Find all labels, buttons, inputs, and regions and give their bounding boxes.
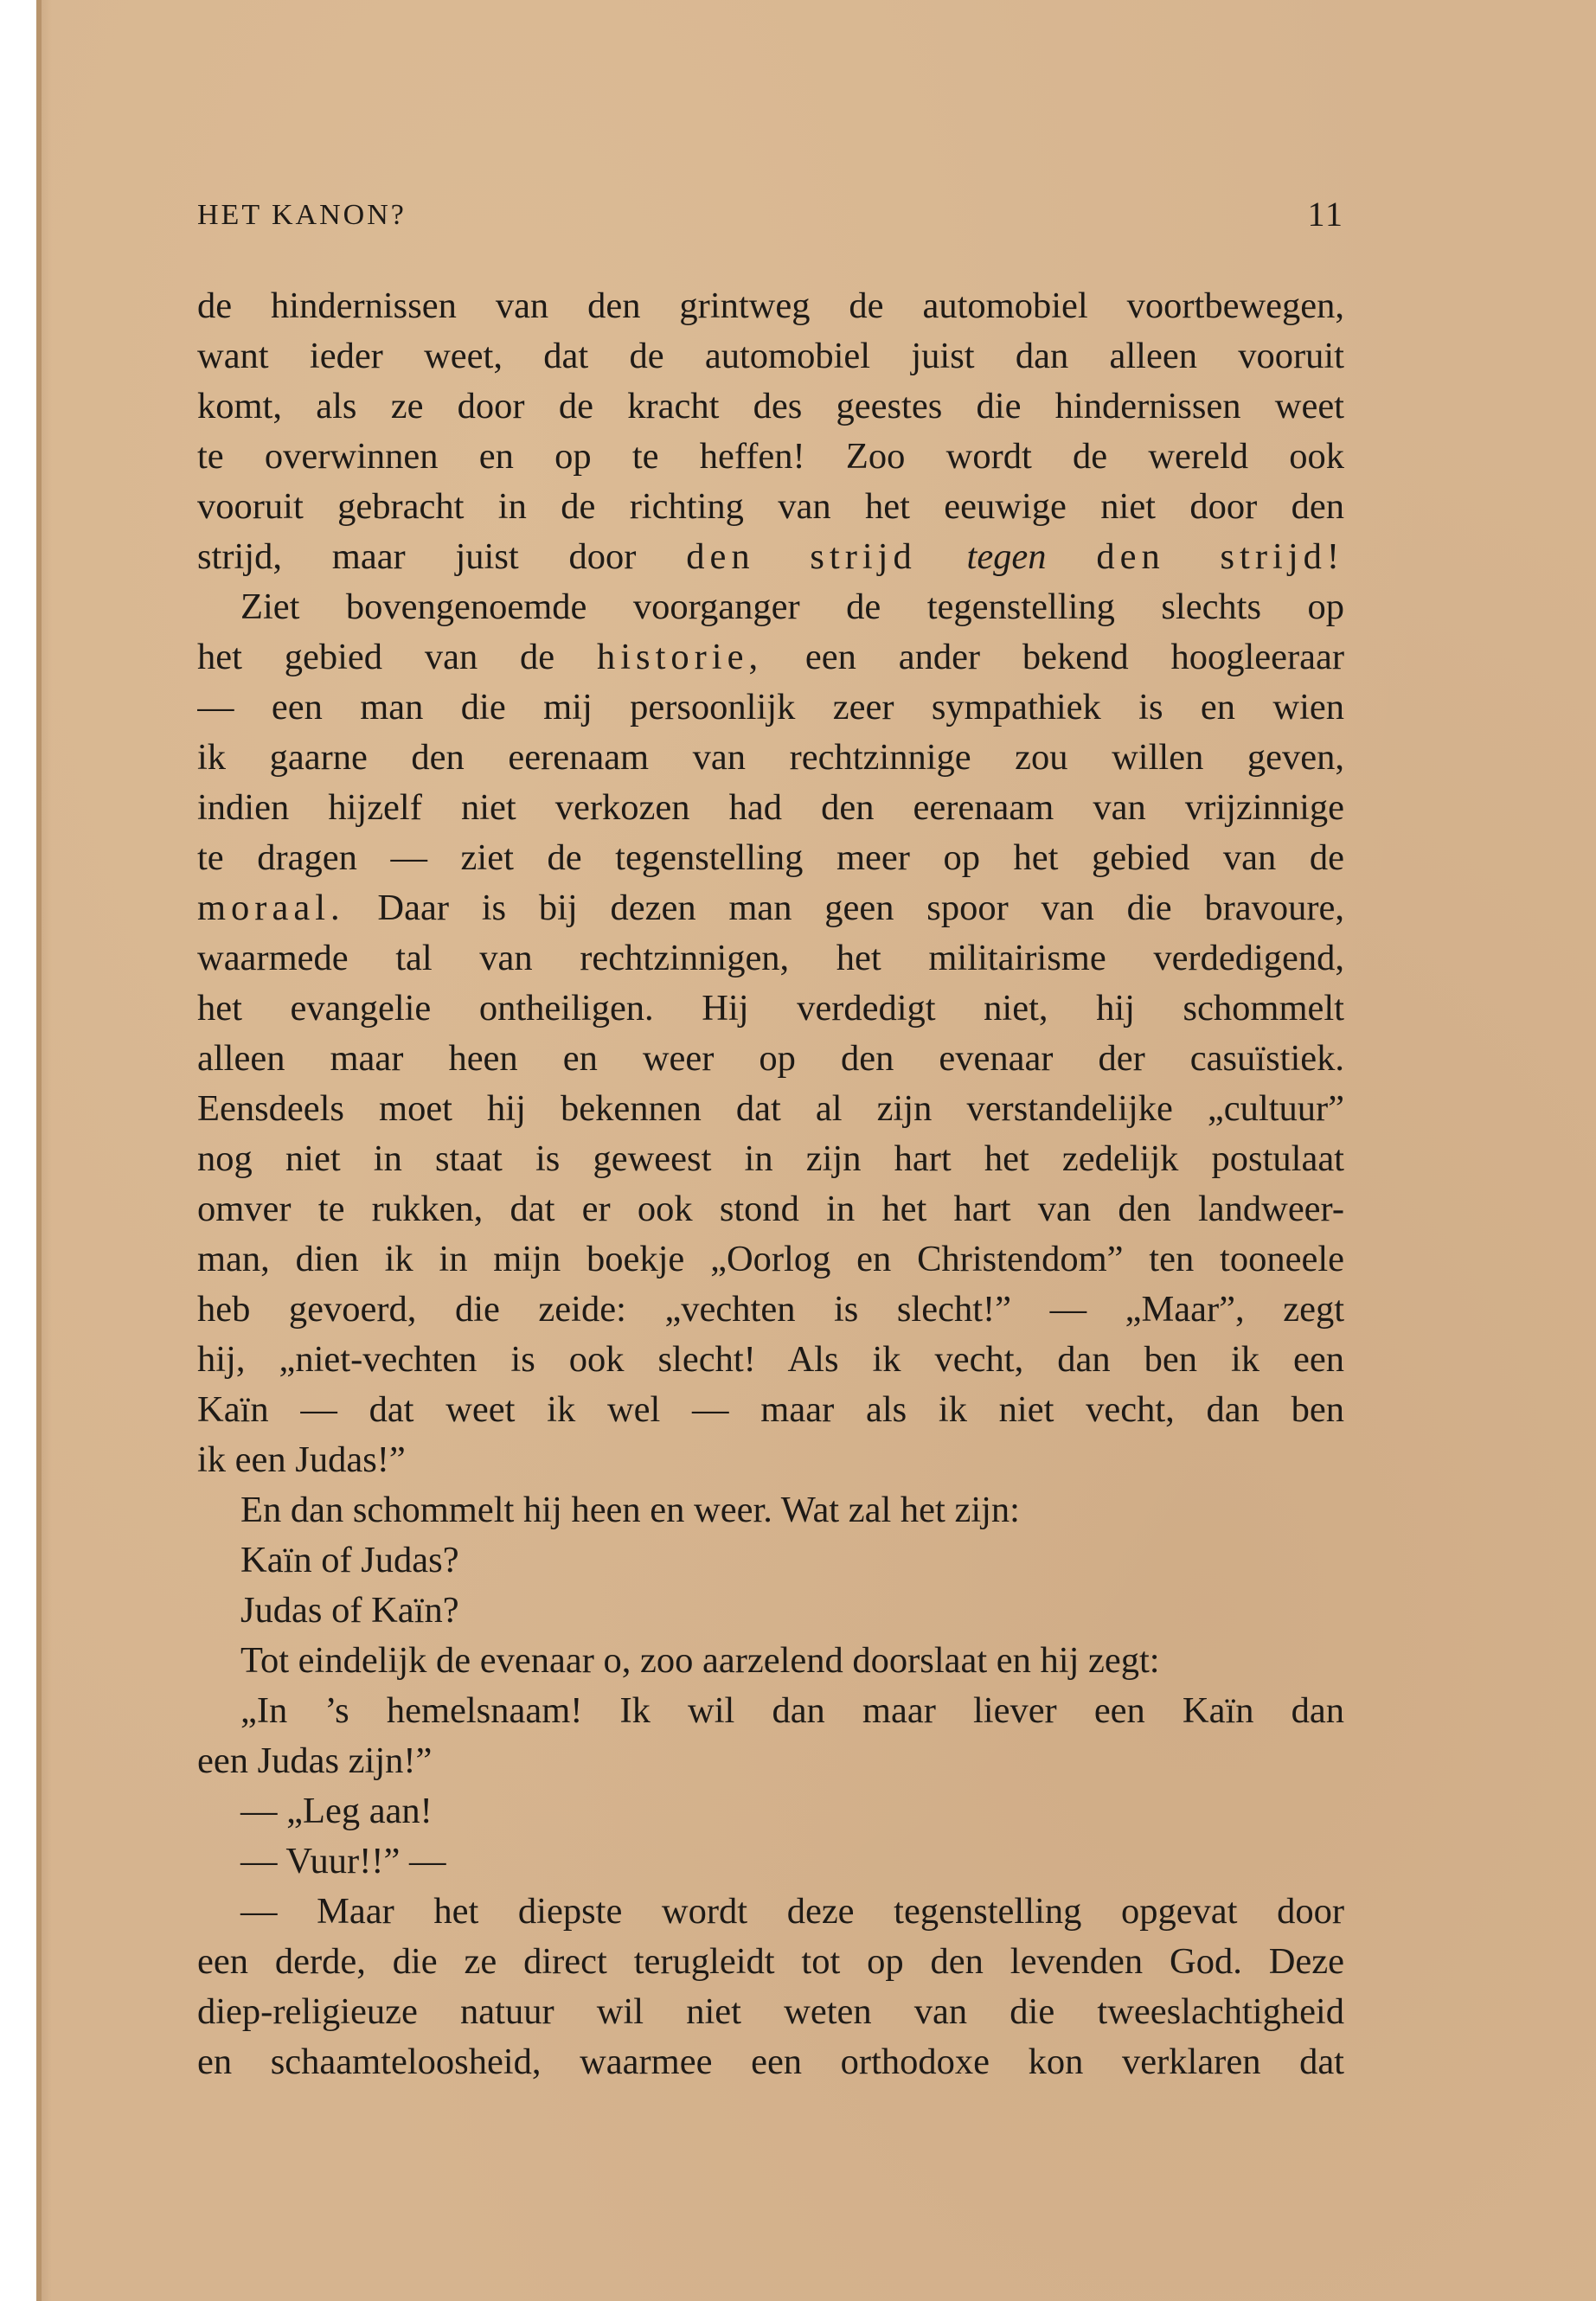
- text-segment: strijd, maar juist door: [197, 536, 637, 577]
- text-line: ik een Judas!”: [197, 1439, 406, 1480]
- text-line: man, dien ik in mijn boekje „Oorlog en Christendom” ten tooneele: [197, 1239, 1344, 1279]
- text-line: komt, als ze door de kracht des geestes die hindernissen weet: [197, 386, 1344, 426]
- text-line: Tot eindelijk de evenaar o, zoo aarzelend doorslaat en hij zegt:: [240, 1640, 1160, 1681]
- text-line: omver te rukken, dat er ook stond in het hart van den landweer-: [197, 1189, 1344, 1229]
- text-line: — Maar het diepste wordt deze tegenstelling opgevat door: [240, 1891, 1344, 1932]
- text-line: Ziet bovengenoemde voorganger de tegenstelling slechts op: [240, 586, 1344, 627]
- text-line: nog niet in staat is geweest in zijn hart het zedelijk postulaat: [197, 1138, 1344, 1179]
- page-header: [197, 190, 1344, 242]
- running-head: HET KANON?: [197, 199, 407, 231]
- text-line: een Judas zijn!”: [197, 1740, 433, 1781]
- text-line: Eensdeels moet hij bekennen dat al zijn verstandelijke „cultuur”: [197, 1088, 1344, 1129]
- text-line: [197, 883, 1344, 933]
- text-line: ik gaarne den eerenaam van rechtzinnige zou willen geven,: [197, 737, 1344, 778]
- page-edge-shadow: [36, 0, 42, 2301]
- spaced-emphasis: den strijd: [686, 536, 917, 577]
- text-line: Judas of Kaïn?: [240, 1590, 459, 1631]
- text-segment: een ander bekend hoogleeraar: [804, 637, 1344, 677]
- spaced-emphasis: moraal.: [197, 888, 345, 928]
- text-line: te overwinnen en op te heffen! Zoo wordt de wereld ook: [197, 436, 1344, 477]
- text-line: indien hijzelf niet verkozen had den eerenaam van vrijzinnige: [197, 787, 1344, 828]
- text-line: [197, 532, 1344, 582]
- text-line: het evangelie ontheiligen. Hij verdedigt niet, hij schommelt: [197, 988, 1344, 1029]
- text-line: [197, 632, 1344, 683]
- text-line: diep-religieuze natuur wil niet weten van die tweeslachtigheid: [197, 1991, 1344, 2032]
- text-line: heb gevoerd, die zeide: „vechten is slecht!” — „Maar”, zegt: [197, 1289, 1344, 1330]
- text-line: — „Leg aan!: [240, 1791, 433, 1831]
- text-line: hij, „niet-vechten is ook slecht! Als ik vecht, dan ben ik een: [197, 1339, 1344, 1380]
- text-line: „In ’s hemelsnaam! Ik wil dan maar liever een Kaïn dan: [240, 1690, 1344, 1731]
- text-line: alleen maar heen en weer op den evenaar der casuïstiek.: [197, 1038, 1344, 1079]
- text-line: vooruit gebracht in de richting van het eeuwige niet door den: [197, 486, 1344, 527]
- italic-emphasis: tegen: [966, 536, 1047, 577]
- body-text: [197, 281, 1344, 2087]
- text-line: Kaïn of Judas?: [240, 1540, 459, 1580]
- text-line: een derde, die ze direct terugleidt tot op den levenden God. Deze: [197, 1941, 1344, 1982]
- text-line: — Vuur!!” —: [240, 1841, 446, 1881]
- text-line: waarmede tal van rechtzinnigen, het militairisme verdedigend,: [197, 938, 1344, 978]
- text-line: — een man die mij persoonlijk zeer sympathiek is en wien: [197, 687, 1344, 727]
- page-number: 11: [1307, 195, 1344, 234]
- spaced-emphasis: den strijd!: [1096, 536, 1344, 577]
- text-line: de hindernissen van den grintweg de automobiel voortbewegen,: [197, 285, 1344, 326]
- text-line: want ieder weet, dat de automobiel juist dan alleen vooruit: [197, 336, 1344, 376]
- text-segment: het gebied van de: [197, 637, 555, 677]
- text-line: Kaïn — dat weet ik wel — maar als ik niet vecht, dan ben: [197, 1389, 1344, 1430]
- text-segment: Daar is bij dezen man geen spoor van die bravoure,: [377, 888, 1344, 928]
- spaced-emphasis: historie,: [596, 637, 764, 677]
- text-line: en schaamteloosheid, waarmee een orthodoxe kon verklaren dat: [197, 2041, 1344, 2082]
- text-line: te dragen — ziet de tegenstelling meer op het gebied van de: [197, 837, 1344, 878]
- text-line: En dan schommelt hij heen en weer. Wat zal het zijn:: [240, 1490, 1020, 1530]
